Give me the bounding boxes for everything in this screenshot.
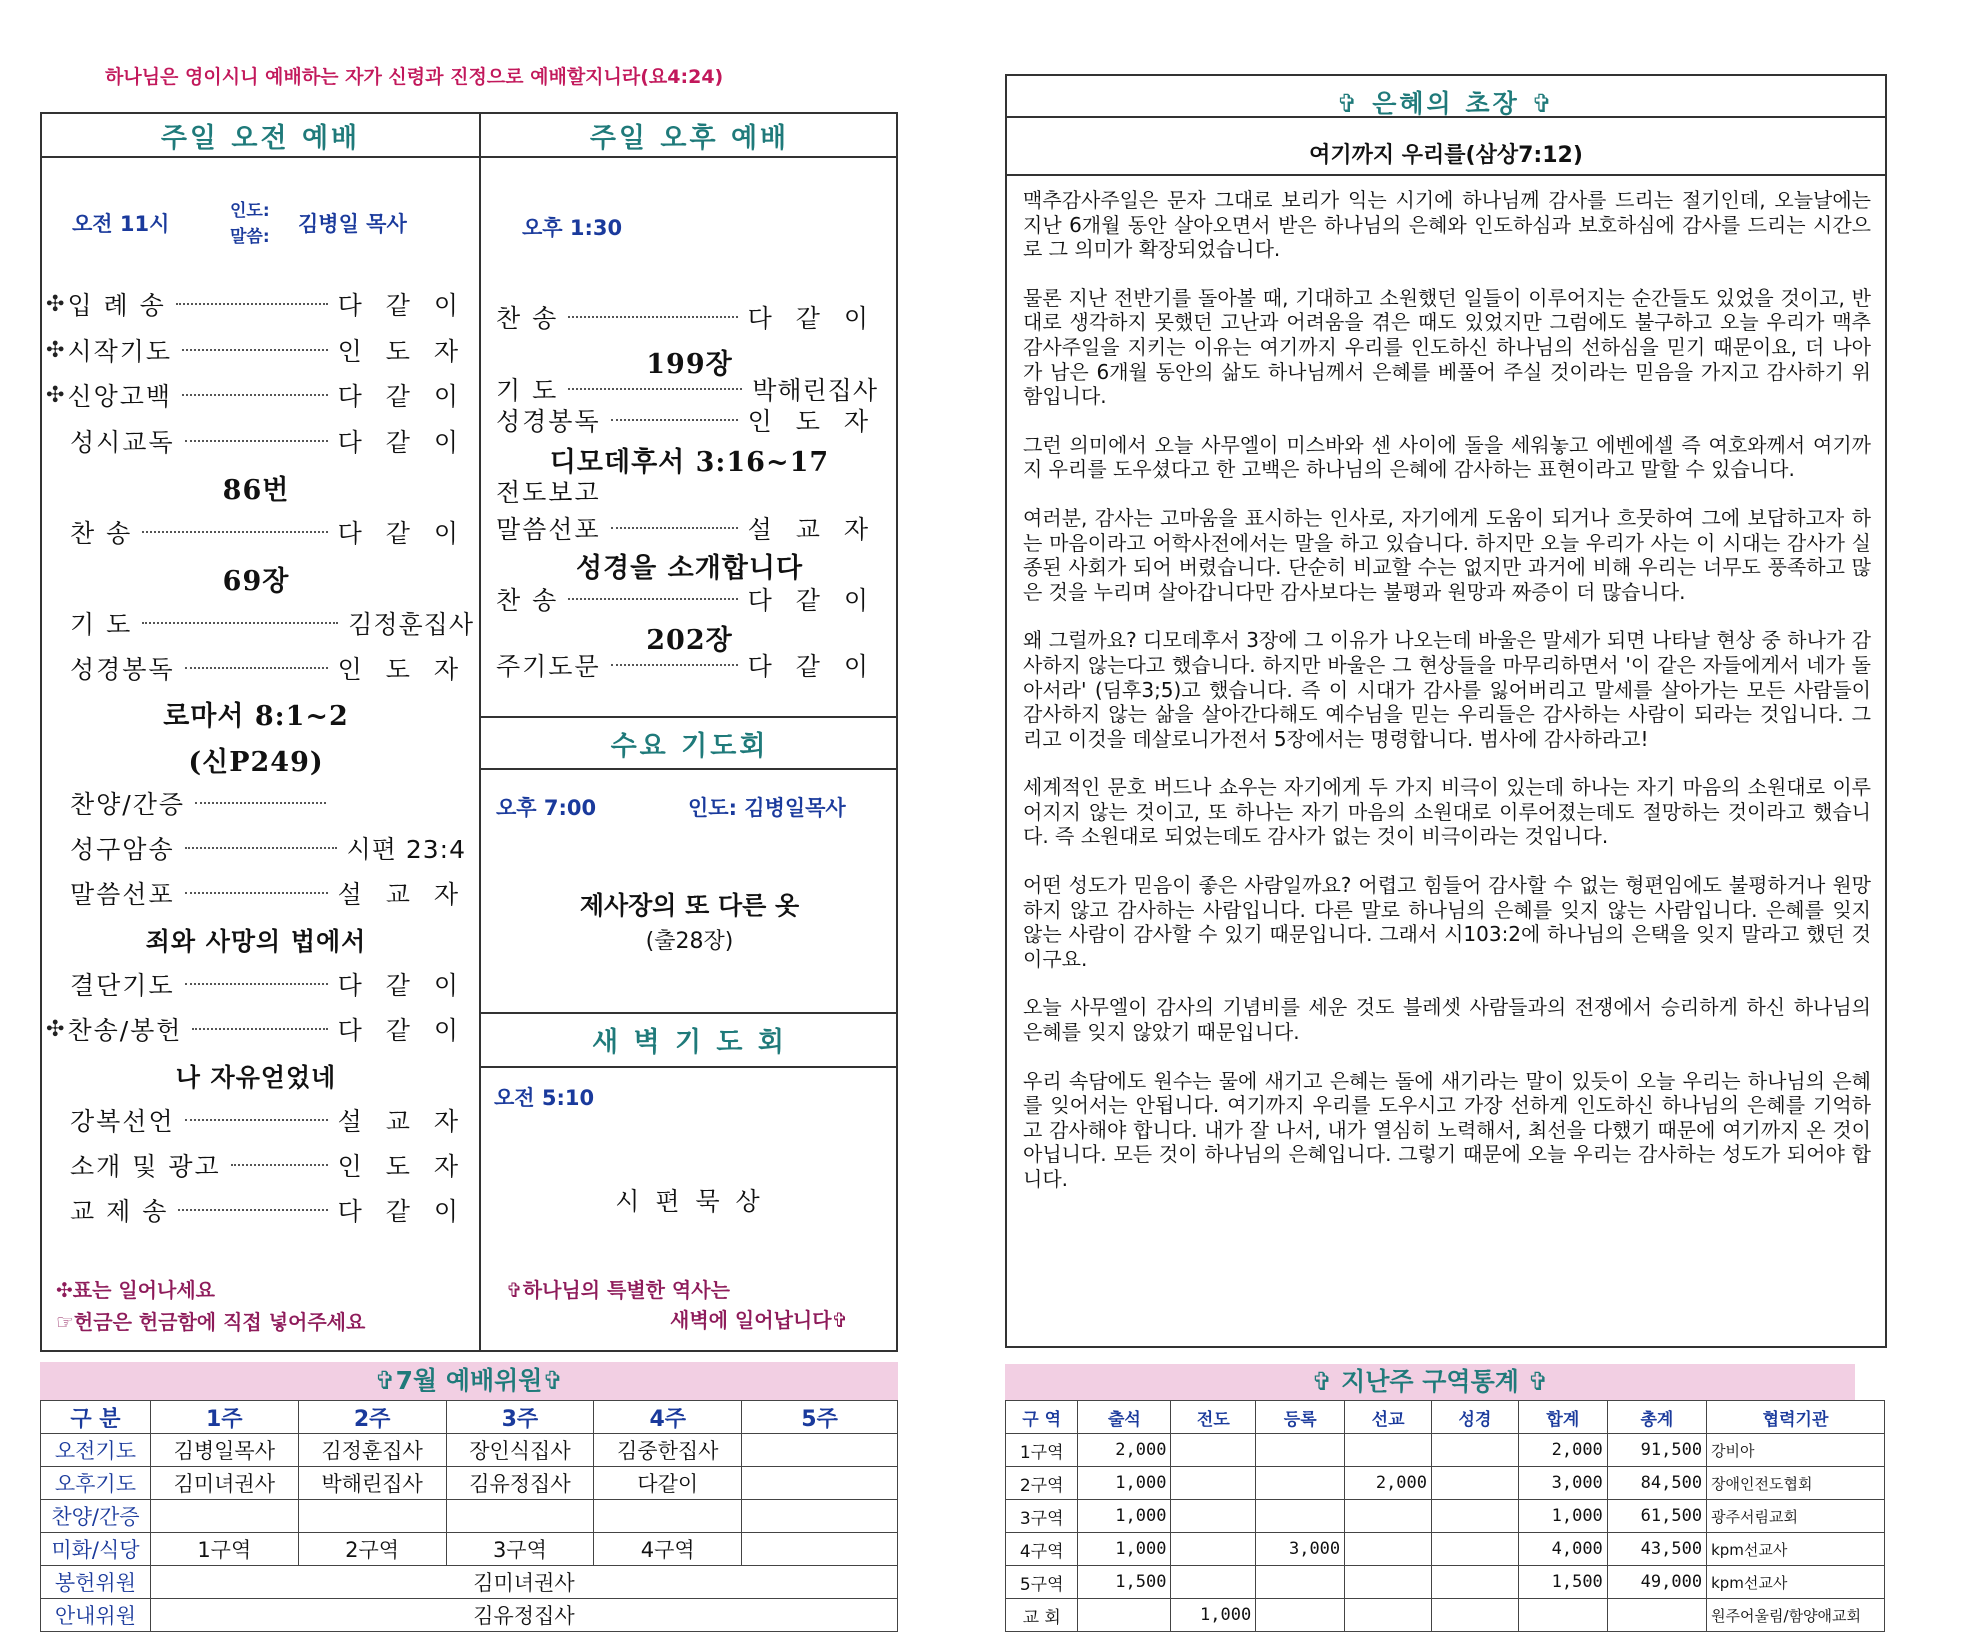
table-cell: 61,500 — [1607, 1500, 1706, 1533]
pm-row-hymn-2 — [496, 582, 876, 616]
table-cell — [742, 1533, 898, 1566]
pm-row-mission-report — [496, 474, 696, 508]
pm-hymn-number: 199장 — [646, 349, 733, 380]
table-cell: 1구역 — [1006, 1434, 1078, 1467]
header-cell: 총계 — [1607, 1401, 1706, 1434]
stand-cross-icon: ✣ — [46, 1016, 65, 1042]
table-cell — [1171, 1533, 1256, 1566]
table-row — [41, 1566, 898, 1599]
table-cell: 교 회 — [1006, 1599, 1078, 1632]
table-cell — [1171, 1467, 1256, 1500]
table-cell — [742, 1500, 898, 1533]
table-cell — [1078, 1599, 1171, 1632]
order-row-entrance — [46, 287, 466, 321]
committee-table — [40, 1400, 898, 1632]
table-row — [41, 1467, 898, 1500]
table-cell: 2구역 — [298, 1533, 446, 1566]
order-row-scripture — [70, 651, 466, 685]
wednesday-time: 오후 7:00 — [496, 796, 597, 820]
table-cell — [742, 1467, 898, 1500]
order-row-announcements — [70, 1148, 466, 1182]
order-label: 강복선언 — [70, 1107, 175, 1136]
order-value: 인 도 자 — [337, 1152, 466, 1181]
order-value: 설 교 자 — [747, 515, 876, 544]
table-cell: 84,500 — [1607, 1467, 1706, 1500]
header-cell: 전도 — [1171, 1401, 1256, 1434]
table-row — [1006, 1401, 1885, 1434]
essay-paragraph: 그런 의미에서 오늘 사무엘이 미스바와 센 사이에 돌을 세워놓고 에벤에셀 즉 여호와께서 여기까지 우리를 도우셨다고 한 고백은 하나님의 은혜에 감사하는 표현이라고 말할 수 있습니다. — [1023, 432, 1871, 482]
table-cell: 김중한집사 — [594, 1434, 742, 1467]
pm-row-lords-prayer — [496, 648, 876, 682]
table-cell — [742, 1434, 898, 1467]
table-cell — [1432, 1434, 1519, 1467]
order-value: 다 같 이 — [747, 652, 876, 681]
grace-essay — [1023, 188, 1871, 1216]
table-cell — [1256, 1566, 1345, 1599]
table-cell — [1256, 1599, 1345, 1632]
order-value: 인 도 자 — [337, 655, 466, 684]
table-row — [41, 1500, 898, 1533]
table-cell — [594, 1500, 742, 1533]
table-cell: 3구역 — [446, 1533, 594, 1566]
table-row — [1006, 1434, 1885, 1467]
order-value: 다 같 이 — [747, 304, 876, 333]
order-value: 다 같 이 — [337, 291, 466, 320]
header-cell: 5주 — [742, 1401, 898, 1434]
essay-paragraph: 우리 속담에도 원수는 물에 새기고 은혜는 돌에 새기라는 말이 있듯이 오늘 우리는 하나님의 은혜를 잊어서는 안됩니다. 여기까지 우리를 도우시고 가장 선하게 인도하신 하나님의 은혜를 기억하고 감사해야 합니다. 내가 잘 나서, 내가 열심히 노력해서, 최선을 다했기 때문에 여기까지 온 것이 아닙니다. 모든 것이 하나님의 은혜입니다. 그렇기 때문에 오늘 우리는 감사하는 성도가 되어야 합니다. — [1023, 1068, 1871, 1191]
row-header: 안내위원 — [41, 1599, 151, 1632]
table-cell — [1345, 1500, 1432, 1533]
table-cell: 광주서림교회 — [1707, 1500, 1885, 1533]
pm-row-hymn — [496, 300, 876, 334]
order-label: 전도보고 — [496, 478, 601, 507]
order-row-fellowship-song — [70, 1193, 466, 1227]
order-label: 신앙고백 — [67, 382, 173, 411]
order-label: 찬송/봉헌 — [67, 1016, 183, 1045]
order-row-offering — [46, 1012, 466, 1046]
order-label: 기 도 — [70, 610, 133, 639]
header-cell: 구 분 — [41, 1401, 151, 1434]
order-label: 찬 송 — [496, 586, 559, 615]
table-cell — [1345, 1599, 1432, 1632]
table-cell: 2,000 — [1345, 1467, 1432, 1500]
order-row-memory-verse — [70, 831, 466, 865]
order-value: 설 교 자 — [337, 880, 466, 909]
table-cell — [1256, 1434, 1345, 1467]
table-cell: 다같이 — [594, 1467, 742, 1500]
table-cell — [1518, 1599, 1607, 1632]
table-cell: 3구역 — [1006, 1500, 1078, 1533]
order-value: 다 같 이 — [337, 1197, 466, 1226]
stats-table — [1005, 1400, 1885, 1632]
table-cell: 49,000 — [1607, 1566, 1706, 1599]
order-value: 인 도 자 — [337, 337, 466, 366]
table-row — [41, 1401, 898, 1434]
order-value: 다 같 이 — [337, 428, 466, 457]
psalter-number: 86번 — [222, 475, 290, 506]
stats-title: ✞ 지난주 구역통계 ✞ — [1005, 1364, 1855, 1400]
afternoon-service-header: 주일 오후 예배 — [589, 123, 790, 154]
order-value: 설 교 자 — [337, 1107, 466, 1136]
offering-note: ☞헌금은 헌금함에 직접 넣어주세요 — [56, 1310, 366, 1334]
table-cell: 1,000 — [1078, 1533, 1171, 1566]
table-cell: 원주어울림/함양애교회 — [1707, 1599, 1885, 1632]
sermon-label: 말씀: — [230, 227, 270, 247]
table-cell — [1607, 1599, 1706, 1632]
table-cell: 5구역 — [1006, 1566, 1078, 1599]
scripture-page: (신P249) — [188, 747, 324, 778]
table-cell: 김유정집사 — [446, 1467, 594, 1500]
table-cell: 4구역 — [594, 1533, 742, 1566]
table-cell — [1171, 1434, 1256, 1467]
header-cell: 협력기관 — [1707, 1401, 1885, 1434]
table-cell — [1432, 1500, 1519, 1533]
table-row — [1006, 1599, 1885, 1632]
hymn-number: 69장 — [222, 566, 290, 597]
table-row — [1006, 1467, 1885, 1500]
header-cell: 2주 — [298, 1401, 446, 1434]
morning-leader: 김병일 목사 — [298, 212, 407, 236]
table-cell: 2구역 — [1006, 1467, 1078, 1500]
offering-hymn-title: 나 자유얻었네 — [175, 1063, 337, 1092]
row-header: 오후기도 — [41, 1467, 151, 1500]
table-cell: 김병일목사 — [150, 1434, 298, 1467]
order-row-prayer — [70, 606, 474, 640]
order-label: 찬양/간증 — [70, 790, 186, 819]
motto-verse: 하나님은 영이시니 예배하는 자가 신령과 진정으로 예배할지니라(요4:24) — [105, 66, 724, 88]
header-cell: 성경 — [1432, 1401, 1519, 1434]
stand-cross-icon: ✣ — [46, 291, 65, 317]
order-value: 시편 23:4 — [346, 835, 466, 864]
header-cell: 4주 — [594, 1401, 742, 1434]
dawn-note-1: ✞하나님의 특별한 역사는 — [506, 1278, 730, 1302]
lead-label: 인도: — [230, 201, 270, 221]
stand-cross-icon: ✣ — [46, 382, 65, 408]
order-value: 다 같 이 — [337, 1016, 466, 1045]
grace-header: ✞ 은혜의 초장 ✞ — [1336, 89, 1556, 118]
order-row-creed — [46, 378, 466, 412]
table-cell — [1345, 1533, 1432, 1566]
order-row-praise — [70, 786, 336, 820]
header-cell: 합계 — [1518, 1401, 1607, 1434]
pm-hymn-number-2: 202장 — [646, 625, 733, 656]
order-label: 말씀선포 — [496, 515, 601, 544]
essay-paragraph: 어떤 성도가 믿음이 좋은 사람일까요? 어렵고 힘들어 감사할 수 없는 형편임에도 불평하거나 원망하지 않고 감사하는 사람입니다. 다른 말로 하나님의 은혜를 잊지 않는 사람입니다. 은혜를 잊지 않는 사람이 감사할 수 있기 때문입니다. 그래서 시103:2에 하나님의 은택을 잊지 말라고 했던 것이구요. — [1023, 873, 1871, 971]
order-value: 다 같 이 — [337, 382, 466, 411]
table-cell — [1171, 1566, 1256, 1599]
order-label: 교 제 송 — [70, 1197, 169, 1226]
order-row-hymn — [70, 515, 466, 549]
row-header: 미화/식당 — [41, 1533, 151, 1566]
order-value: 다 같 이 — [337, 971, 466, 1000]
wednesday-reference: (출28장) — [645, 929, 734, 954]
table-cell: 박해린집사 — [298, 1467, 446, 1500]
table-cell: 장애인전도협회 — [1707, 1467, 1885, 1500]
table-cell — [1432, 1599, 1519, 1632]
grace-title: 여기까지 우리를(삼상7:12) — [1309, 143, 1583, 168]
header-cell: 선교 — [1345, 1401, 1432, 1434]
stand-note: ✣표는 일어나세요 — [56, 1278, 215, 1302]
order-label: 주기도문 — [496, 652, 601, 681]
table-row — [1006, 1566, 1885, 1599]
table-cell — [1256, 1467, 1345, 1500]
order-row-benediction — [70, 1103, 466, 1137]
essay-paragraph: 맥추감사주일은 문자 그대로 보리가 익는 시기에 하나님께 감사를 드리는 절기인데, 오늘날에는 지난 6개월 동안 살아오면서 받은 하나님의 은혜와 인도하심과 보호하심에 감사를 드리는 시간으로 그 의미가 확장되었습니다. — [1023, 188, 1871, 262]
order-row-sermon — [70, 876, 466, 910]
order-value: 인 도 자 — [747, 407, 876, 436]
table-cell: 1,000 — [1171, 1599, 1256, 1632]
pm-sermon-title: 성경을 소개합니다 — [575, 553, 804, 584]
table-cell — [1432, 1566, 1519, 1599]
table-cell: 43,500 — [1607, 1533, 1706, 1566]
order-label: 말씀선포 — [70, 880, 175, 909]
essay-paragraph: 세계적인 문호 버드나 쇼우는 자기에게 두 가지 비극이 있는데 하나는 자기 마음의 소원대로 이루어지지 않는 것이고, 또 하나는 자기 마음의 소원대로 이루어졌는데도 절망하는 것이라고 했습니다. 즉 소원대로 되었는데도 감사가 없는 것이 비극이라는 것입니다. — [1023, 775, 1871, 849]
order-row-opening-prayer — [46, 333, 466, 367]
table-row — [1006, 1533, 1885, 1566]
order-value: 다 같 이 — [337, 519, 466, 548]
table-cell: 김정훈집사 — [298, 1434, 446, 1467]
row-header: 봉헌위원 — [41, 1566, 151, 1599]
table-cell: kpm선교사 — [1707, 1566, 1885, 1599]
order-row-psalter — [70, 424, 466, 458]
order-label: 성시교독 — [70, 428, 175, 457]
dawn-note-2: 새벽에 일어납니다✞ — [670, 1308, 849, 1332]
order-label: 기 도 — [496, 376, 559, 405]
table-cell: 1,000 — [1078, 1467, 1171, 1500]
pm-row-prayer — [496, 372, 878, 406]
table-cell: 2,000 — [1518, 1434, 1607, 1467]
table-cell: 강비아 — [1707, 1434, 1885, 1467]
table-cell: 장인식집사 — [446, 1434, 594, 1467]
pm-row-sermon — [496, 511, 876, 545]
dawn-time: 오전 5:10 — [494, 1086, 595, 1110]
row-header: 찬양/간증 — [41, 1500, 151, 1533]
table-cell: 3,000 — [1518, 1467, 1607, 1500]
order-value: 다 같 이 — [747, 586, 876, 615]
header-cell: 구 역 — [1006, 1401, 1078, 1434]
table-cell — [1432, 1467, 1519, 1500]
order-label: 입 례 송 — [67, 291, 166, 320]
table-row — [41, 1533, 898, 1566]
table-row — [41, 1599, 898, 1632]
table-cell: 1,000 — [1518, 1500, 1607, 1533]
essay-paragraph: 오늘 사무엘이 감사의 기념비를 세운 것도 블레셋 사람들과의 전쟁에서 승리하게 하신 하나님의 은혜를 잊지 않았기 때문입니다. — [1023, 995, 1871, 1045]
table-cell — [298, 1500, 446, 1533]
table-cell: 2,000 — [1078, 1434, 1171, 1467]
table-cell: 1,000 — [1078, 1500, 1171, 1533]
table-cell — [1171, 1500, 1256, 1533]
header-cell: 3주 — [446, 1401, 594, 1434]
order-label: 성경봉독 — [70, 655, 175, 684]
essay-paragraph: 물론 지난 전반기를 돌아볼 때, 기대하고 소원했던 일들이 이루어지는 순간들도 있었을 것이고, 반대로 생각하지 못했던 고난과 어려움을 겪은 때도 있었지만 그럼에도 불구하고 오늘 우리가 맥추감사주일을 지키는 이유는 여기까지 우리를 인도하신 하나님의 선하심을 믿기 때문이요, 더 나아가 남은 6개월 동안의 삶도 하나님께서 은혜를 베풀어 주실 것이라는 믿음을 가지고 감사하기 위함입니다. — [1023, 285, 1871, 409]
table-cell: 4,000 — [1518, 1533, 1607, 1566]
table-cell — [446, 1500, 594, 1533]
wednesday-header: 수요 기도회 — [610, 731, 769, 762]
header-divider — [40, 156, 898, 158]
order-label: 시작기도 — [67, 337, 173, 366]
table-cell: 1구역 — [150, 1533, 298, 1566]
essay-paragraph: 여러분, 감사는 고마움을 표시하는 인사로, 자기에게 도움이 되거나 흐뭇하여 그에 보답하고자 하는 마음이라고 어학사전에서는 말을 하고 있습니다. 하지만 오늘 우리가 사는 이 시대는 감사가 실종된 사회가 되어 버렸습니다. 단순히 비교할 수는 없지만 과거에 비해 우리는 너무도 풍족하고 많은 것을 누리며 살아갑니다만 감사보다는 불평과 원망과 짜증이 더 많습니다. — [1023, 505, 1871, 604]
pm-scripture-reference: 디모데후서 3:16~17 — [549, 447, 830, 478]
order-value: 김정훈집사 — [348, 610, 474, 639]
dawn-content: 시 편 묵 상 — [615, 1187, 764, 1216]
table-cell: 1,500 — [1078, 1566, 1171, 1599]
table-cell: 김유정집사 — [150, 1599, 897, 1632]
stand-cross-icon: ✣ — [46, 337, 65, 363]
scripture-reference: 로마서 8:1~2 — [163, 701, 349, 732]
order-value: 박해린집사 — [752, 376, 878, 405]
table-cell: kpm선교사 — [1707, 1533, 1885, 1566]
table-cell — [1432, 1533, 1519, 1566]
dawn-prayer-header: 새 벽 기 도 회 — [591, 1027, 787, 1058]
order-label: 소개 및 광고 — [70, 1152, 221, 1181]
table-cell: 4구역 — [1006, 1533, 1078, 1566]
morning-service-header: 주일 오전 예배 — [160, 123, 361, 154]
table-cell — [1256, 1500, 1345, 1533]
table-cell — [1345, 1434, 1432, 1467]
table-cell — [150, 1500, 298, 1533]
afternoon-time: 오후 1:30 — [522, 216, 623, 240]
row-header: 오전기도 — [41, 1434, 151, 1467]
order-label: 성경봉독 — [496, 407, 601, 436]
order-label: 찬 송 — [70, 519, 133, 548]
order-label: 결단기도 — [70, 971, 175, 1000]
sermon-title: 죄와 사망의 법에서 — [145, 927, 367, 956]
header-cell: 1주 — [150, 1401, 298, 1434]
pm-row-scripture — [496, 403, 876, 437]
table-cell: 91,500 — [1607, 1434, 1706, 1467]
essay-paragraph: 왜 그럴까요? 디모데후서 3장에 그 이유가 나오는데 바울은 말세가 되면 나타날 현상 중 하나가 감사하지 않는다고 했습니다. 하지만 바울은 그 현상들을 마무리하면서 '이 같은 자들에게서 네가 돌아서라' (딤후3;5)고 했습니다. 즉 이 시대가 감사를 잃어버리고 말세를 살아가는 모든 사람들이 감사하지 않는 삶을 살아간다해도 예수님을 믿는 우리들은 감사하는 사람이 되라는 것입니다. 그리고 이것을 데살로니가전서 5장에서는 명령합니다. 범사에 감사하라고! — [1023, 628, 1871, 751]
table-cell — [1345, 1566, 1432, 1599]
wednesday-title: 제사장의 또 다른 옷 — [579, 891, 800, 920]
order-label: 찬 송 — [496, 304, 559, 333]
morning-time: 오전 11시 — [72, 212, 170, 236]
table-cell: 김미녀권사 — [150, 1566, 897, 1599]
table-row — [41, 1434, 898, 1467]
committee-title: ✞7월 예배위원✞ — [40, 1362, 898, 1400]
wednesday-leader: 인도: 김병일목사 — [688, 796, 846, 820]
order-label: 성구암송 — [70, 835, 175, 864]
order-row-decision-prayer — [70, 967, 466, 1001]
table-cell: 김미녀권사 — [150, 1467, 298, 1500]
table-cell: 1,500 — [1518, 1566, 1607, 1599]
header-cell: 출석 — [1078, 1401, 1171, 1434]
table-row — [1006, 1500, 1885, 1533]
header-cell: 등록 — [1256, 1401, 1345, 1434]
table-cell: 3,000 — [1256, 1533, 1345, 1566]
